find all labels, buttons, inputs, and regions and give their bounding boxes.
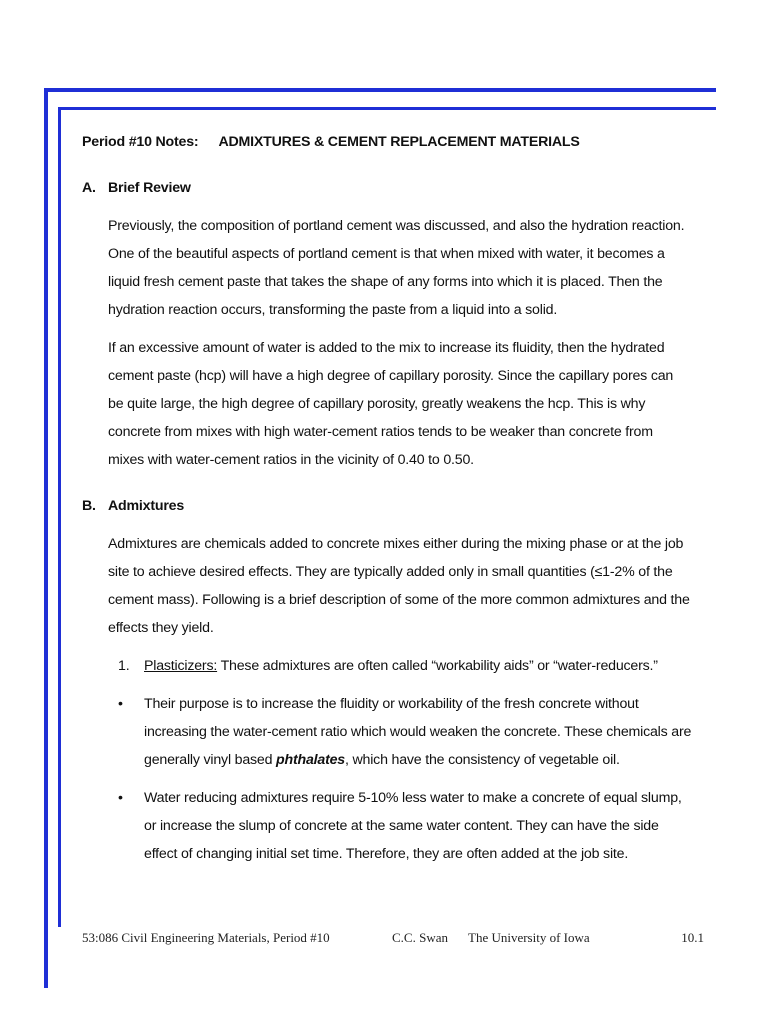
section-a-paragraph-2: If an excessive amount of water is added to the mix to increase its fluidity, then the hydrated cement paste (hcp) will have a high degree of capillary porosity. Since the capillary pores can be quite large, the high degree of capillary porosity, greatly weakens the hcp. This is why concrete from mixes with high water-cement ratios tends to be weaker than concrete from mixes with water-cement ratios in the vicinity of 0.40 to 0.50.	[108, 340, 674, 468]
section-a-paragraph-1: Previously, the composition of portland cement was discussed, and also the hydration reaction. One of the beautiful aspects of portland cement is that when mixed with water, it becomes a liquid fresh cement paste that takes the shape of any forms into which it is placed. Then the hydration reaction occurs, transforming the paste from a liquid into a solid.	[108, 218, 685, 318]
item-text: These admixtures are often called “workability aids” or “water-reducers.”	[217, 658, 658, 674]
topic-title: ADMIXTURES & CEMENT REPLACEMENT MATERIALS	[218, 134, 580, 150]
section-a-heading	[82, 174, 692, 202]
emphasized-term: phthalates	[276, 752, 345, 768]
footer-page-number: 10.1	[681, 930, 704, 945]
bullet-item-purpose	[118, 690, 692, 774]
footer-university: The University of Iowa	[468, 930, 590, 945]
bullet-text-end: , which have the consistency of vegetable oil.	[345, 752, 620, 768]
period-label: Period #10 Notes:	[82, 134, 199, 150]
page-content	[82, 128, 692, 878]
bullet-text	[144, 690, 692, 774]
page-footer	[82, 930, 704, 950]
bullet-text-start: Their purpose is to increase the fluidity or workability of the fresh concrete without increasing the water-cement ratio which would weaken the concrete. These chemicals are generally vinyl based	[144, 696, 692, 768]
frame-top-border-outer	[44, 88, 716, 92]
section-a-title: Brief Review	[108, 180, 191, 196]
bullet-item-water-reducing	[118, 784, 692, 868]
numbered-item-plasticizers	[118, 652, 692, 680]
footer-course: 53:086 Civil Engineering Materials, Period #10	[82, 930, 330, 945]
bullet-icon: •	[118, 790, 123, 806]
frame-left-border-inner	[58, 107, 61, 927]
bullet-icon: •	[118, 696, 123, 712]
frame-left-border-outer	[44, 88, 48, 988]
section-b-heading	[82, 492, 692, 520]
section-b-title: Admixtures	[108, 498, 185, 514]
footer-author: C.C. Swan	[392, 930, 448, 945]
frame-top-border-inner	[58, 107, 716, 110]
item-term: Plasticizers:	[144, 658, 218, 674]
section-b-paragraph-1: Admixtures are chemicals added to concrete mixes either during the mixing phase or at the job site to achieve desired effects. They are typically added only in small quantities (≤1-2% of the cement mass). Following is a brief description of some of the more common admixtures and the effects they yield.	[108, 536, 690, 636]
item-number: 1.	[118, 658, 130, 674]
bullet-text: Water reducing admixtures require 5-10% less water to make a concrete of equal slump, or increase the slump of concrete at the same water content. They can have the side effect of changing initial set time. Therefore, they are often added at the job site.	[144, 790, 682, 862]
section-a-letter: A.	[82, 180, 96, 196]
section-b-letter: B.	[82, 498, 96, 514]
page-title	[82, 128, 692, 156]
